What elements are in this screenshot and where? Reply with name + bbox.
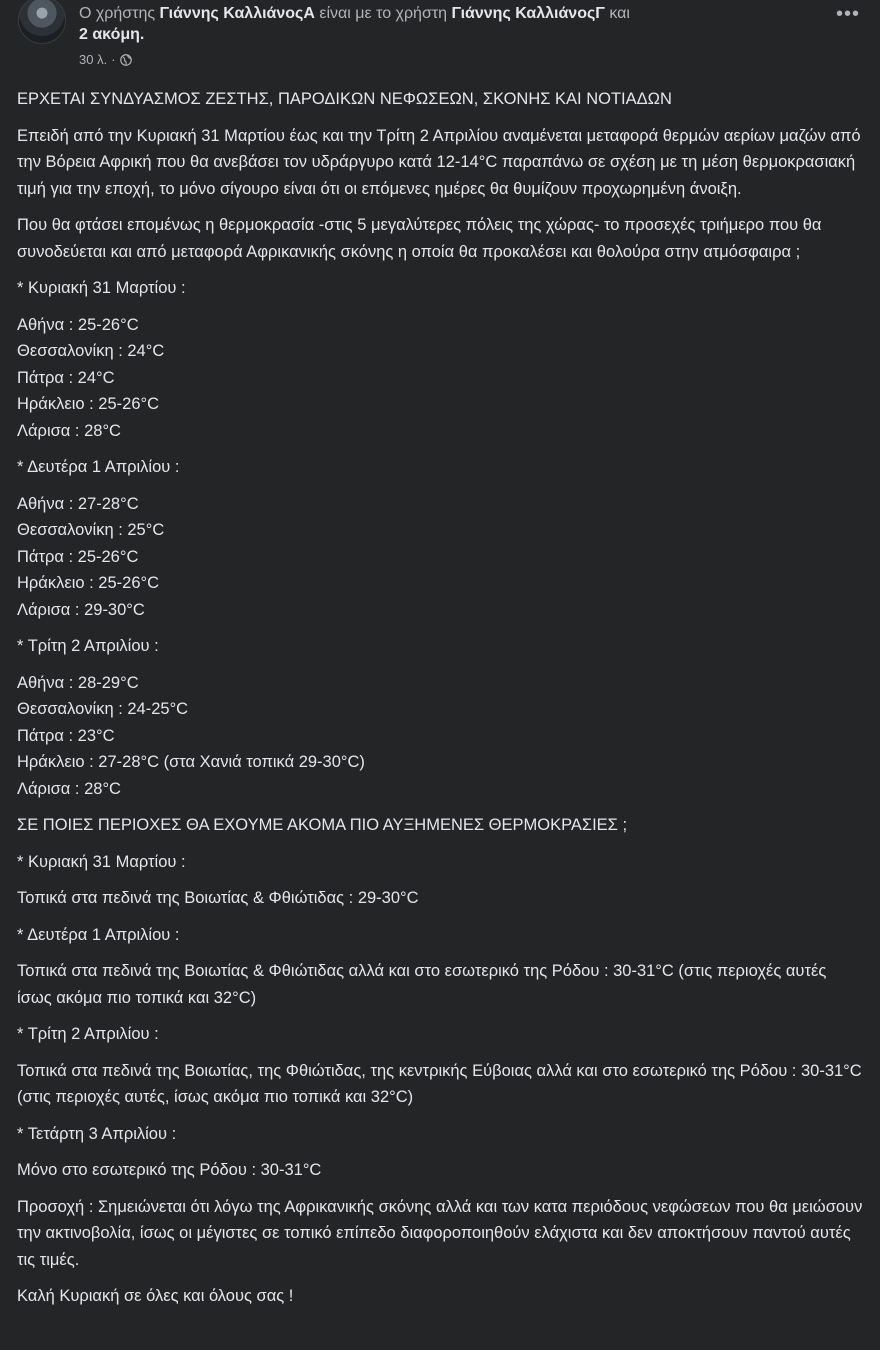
- avatar[interactable]: [18, 0, 66, 44]
- city-list: [17, 491, 865, 624]
- city-temp: Λάρισα : 29-30°C: [17, 600, 145, 619]
- city-temp: Θεσσαλονίκη : 24-25°C: [17, 700, 189, 718]
- post-intro-1: Επειδή από την Κυριακή 31 Μαρτίου έως και την Τρίτη 2 Απριλίου αναμένεται μεταφορά θερμών αερίων μαζών από την Βόρεια Αφρική που θα ανεβάσει τον υδράργυρο κατά 12-14°C παραπάνω σε σχέση με τη μέση θερμοκρασιακή τιμή για την εποχή, το μόνο σίγουρο είναι ότι οι επόμενες ημέρες θα θυμίζουν προχωρημένη άνοιξη.: [17, 126, 861, 198]
- meta-separator: ·: [111, 52, 116, 67]
- post-body: [17, 86, 865, 1320]
- city-temp: Πάτρα : 23°C: [17, 726, 115, 745]
- post-attribution-others: [79, 25, 144, 45]
- city-temp: Αθήνα : 28-29°C: [17, 673, 139, 692]
- city-temp: Πάτρα : 24°C: [17, 368, 115, 387]
- city-temp: Ηράκλειο : 25-26°C: [17, 395, 160, 413]
- post-meta: [79, 52, 132, 68]
- post-attribution: [79, 4, 630, 24]
- city-temp: Λάρισα : 28°C: [17, 779, 121, 798]
- city-temp: Λάρισα : 28°C: [17, 421, 121, 440]
- region-text: Τοπικά στα πεδινά της Βοιωτίας & Φθιώτιδας : 29-30°C: [17, 889, 419, 907]
- post-title: ΕΡΧΕΤΑΙ ΣΥΝΔΥΑΣΜΟΣ ΖΕΣΤΗΣ, ΠΑΡΟΔΙΚΩΝ ΝΕΦΩΣΕΩΝ, ΣΚΟΝΗΣ ΚΑΙ ΝΟΤΙΑΔΩΝ: [17, 90, 672, 108]
- post-timestamp[interactable]: 30 λ.: [79, 52, 108, 67]
- city-temp: Ηράκλειο : 27-28°C (στα Χανιά τοπικά 29-30°C): [17, 753, 365, 771]
- attribution-with: είναι με το χρήστη: [314, 5, 452, 22]
- city-list: [17, 312, 865, 445]
- more-horizontal-icon: •••: [835, 3, 860, 25]
- region-text: Τοπικά στα πεδινά της Βοιωτίας & Φθιώτιδας αλλά και στο εσωτερικό της Ρόδου : 30-31°C (στις περιοχές αυτές ίσως ακόμα πιο τοπικά και 32°C): [17, 962, 827, 1007]
- attribution-prefix: Ο χρήστης: [79, 5, 160, 22]
- day-heading: * Κυριακή 31 Μαρτίου :: [17, 852, 186, 871]
- post-closing: Καλή Κυριακή σε όλες και όλους σας !: [17, 1287, 294, 1305]
- day-heading: * Δευτέρα 1 Απριλίου :: [17, 925, 180, 944]
- region-text: Μόνο στο εσωτερικό της Ρόδου : 30-31°C: [17, 1161, 322, 1179]
- post-intro-2: Που θα φτάσει επομένως η θερμοκρασία -στις 5 μεγαλύτερες πόλεις της χώρας- το προσεχές τριήμερο που θα συνοδεύεται και από μεταφορά Αφρικανικής σκόνης η οποία θα προκαλέσει και θολούρα στην ατμόσφαιρα ;: [17, 216, 822, 261]
- region-text: Τοπικά στα πεδινά της Βοιωτίας, της Φθιώτιδας, της κεντρικής Εύβοιας αλλά και στο εσωτερικό της Ρόδου : 30-31°C (στις περιοχές αυτές, ίσως ακόμα πιο τοπικά και 32°C): [17, 1061, 862, 1106]
- day-heading: * Κυριακή 31 Μαρτίου :: [17, 279, 186, 297]
- city-list: [17, 670, 865, 803]
- post-header: [14, 0, 880, 78]
- day-heading: * Τρίτη 2 Απριλίου :: [17, 637, 159, 655]
- city-temp: Αθήνα : 27-28°C: [17, 494, 139, 513]
- attribution-period: .: [139, 26, 145, 43]
- section-2-title: ΣΕ ΠΟΙΕΣ ΠΕΡΙΟΧΕΣ ΘΑ ΕΧΟΥΜΕ ΑΚΟΜΑ ΠΙΟ ΑΥΞΗΜΕΝΕΣ ΘΕΡΜΟΚΡΑΣΙΕΣ ;: [17, 816, 628, 834]
- city-temp: Θεσσαλονίκη : 24°C: [17, 342, 165, 360]
- city-temp: Αθήνα : 25-26°C: [17, 315, 139, 334]
- others-link[interactable]: 2 ακόμη: [79, 26, 140, 43]
- city-temp: Ηράκλειο : 25-26°C: [17, 574, 160, 592]
- city-temp: Πάτρα : 25-26°C: [17, 547, 139, 566]
- author-link[interactable]: Γιάννης ΚαλλιάνοςΑ: [159, 5, 315, 22]
- day-heading: * Δευτέρα 1 Απριλίου :: [17, 458, 180, 476]
- day-heading: * Τετάρτη 3 Απριλίου :: [17, 1124, 177, 1143]
- more-options-button[interactable]: [834, 3, 862, 28]
- post-note: Προσοχή : Σημειώνεται ότι λόγω της Αφρικανικής σκόνης αλλά και των κατα περιόδους νεφώσεων που θα μειώσουν την ακτινοβολία, ίσως οι μέγιστες σε τοπικό επίπεδο διαφοροποιηθούν ελάχιστα και δεν αποκτήσουν παντού αυτές τις τιμές.: [17, 1197, 863, 1269]
- tagged-user-link[interactable]: Γιάννης ΚαλλιάνοςΓ: [451, 5, 605, 22]
- city-temp: Θεσσαλονίκη : 25°C: [17, 521, 165, 539]
- attribution-and: και: [604, 5, 630, 22]
- globe-icon[interactable]: [120, 54, 132, 66]
- day-heading: * Τρίτη 2 Απριλίου :: [17, 1025, 159, 1043]
